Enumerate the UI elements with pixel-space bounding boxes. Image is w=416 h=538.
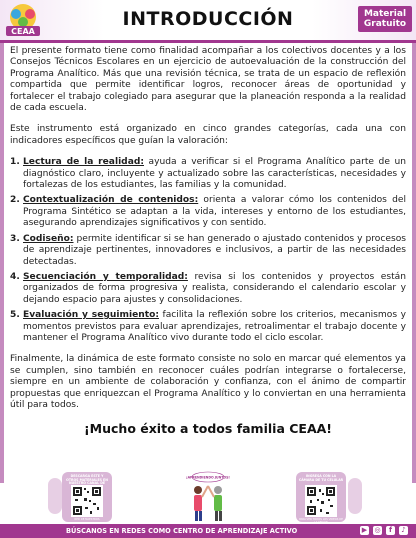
facebook-icon[interactable]: f	[386, 526, 395, 535]
item-number: 1.	[10, 157, 20, 168]
left-border	[0, 43, 4, 483]
item-text: orienta a valorar cómo los contenidos del Programa Sintético se adaptan a la vida, intereses y entorno de los estudiantes, asegurando aprendizajes significativos y con sentido.	[23, 195, 406, 229]
instagram-icon[interactable]: ◎	[374, 526, 381, 534]
item-text: permite identificar si se han generado o ajustado contenidos y procesos de aprendizaje pertinentes, innovadores e inclusivos, a partir de las necesidades detectadas.	[23, 233, 406, 267]
item-number: 3.	[10, 233, 20, 244]
header-rule	[0, 40, 416, 43]
item-text: ayuda a verificar si el Programa Analítico parte de un diagnóstico claro, incluyente y actualizado sobre las características, necesidades y fortalezas de los estudiantes, las familias y la comunidad.	[23, 157, 406, 191]
free-material-badge	[358, 6, 412, 32]
header	[0, 0, 416, 44]
categories-list	[10, 157, 406, 344]
teachers-illustration	[178, 470, 238, 524]
qr-left-bottom: RED DE MAESTROS	[74, 518, 100, 521]
qr-right-caption: INGRESA CON LA CÁMARA DE TU CELULAR	[298, 474, 344, 482]
tiktok-icon[interactable]: ♪	[399, 526, 408, 535]
qr-left-tab	[48, 478, 62, 514]
intro-paragraph: El presente formato tiene como finalidad acompañar a los colectivos docentes y a los Consejos Técnicos Escolares en un ejercicio de autoevaluación de la construcción del Programa Analítico. Más que una revisión técnica, se trata de un espacio de reflexión compartida que permite identificar logros, reconocer áreas de oportunidad y fortalecer el trabajo colegiado para asegurar que la planeación responda a la realidad de cada escuela.	[10, 46, 406, 114]
list-item	[10, 310, 406, 344]
list-item	[10, 157, 406, 191]
qr-code-icon	[71, 485, 103, 517]
page-title: INTRODUCCIÓN	[122, 8, 294, 30]
item-number: 2.	[10, 195, 20, 206]
qr-right-bottom: PARA VER TODOS LOS VIDEOS DE LA SESIÓN	[299, 518, 343, 524]
footer-band	[0, 524, 416, 538]
badge-line-2: Gratuito	[363, 19, 407, 29]
logo-text: CEAA	[11, 27, 35, 36]
right-border	[412, 43, 416, 483]
footer-band-text: BÚSCANOS EN REDES COMO CENTRO DE APRENDIZAJE ACTIVO	[66, 527, 298, 535]
item-text: facilita la reflexión sobre los criterios, mecanismos y momentos previstos para evaluar aprendizajes, retroalimentar el trabajo docente y mantener el Programa Analítico vivo durante todo el ciclo escolar.	[23, 310, 407, 343]
qr-card-left[interactable]	[62, 472, 112, 522]
list-item	[10, 234, 406, 268]
list-item	[10, 272, 406, 306]
closing-message: ¡Mucho éxito a todos familia CEAA!	[83, 421, 332, 437]
final-paragraph: Finalmente, la dinámica de este formato consiste no solo en marcar qué elementos ya se cumplen, sino también en reconocer cuáles podrían integrarse o fortalecerse, siempre en un ambiente de colaboración y confianza, con el ánimo de compartir propuestas que enriquezcan el Programa Analítico y lo conviertan en una herramienta útil para todos.	[10, 354, 406, 410]
badge-line-1: Material	[363, 9, 407, 19]
item-label: Lectura de la realidad:	[23, 157, 144, 168]
content	[10, 46, 406, 435]
illustration-caption: ¡APRENDIENDO JUNTOS!	[186, 475, 230, 480]
categories-intro: Este instrumento está organizado en cinco grandes categorías, cada una con indicadores específicos que guían la valoración:	[10, 124, 406, 146]
qr-left-caption: DESCARGA ESTE Y OTROS MATERIALES EN NUESTRO CANAL DE	[66, 474, 108, 486]
item-label: Contextualización de contenidos:	[23, 195, 199, 206]
list-item	[10, 195, 406, 229]
qr-right-tab	[348, 478, 362, 514]
qr-code-icon	[305, 485, 337, 517]
item-number: 4.	[10, 271, 20, 282]
item-label: Secuenciación y temporalidad:	[23, 271, 188, 282]
item-text: revisa si los contenidos y proyectos están organizados de forma progresiva y realista, considerando el calendario escolar y dejando espacio para ajustes y consolidaciones.	[23, 271, 406, 305]
youtube-icon[interactable]: ▶	[361, 526, 368, 534]
qr-card-right[interactable]	[296, 472, 346, 522]
social-icons	[360, 526, 408, 535]
item-label: Codiseño:	[23, 233, 74, 244]
item-label: Evaluación y seguimiento:	[23, 310, 159, 321]
item-number: 5.	[10, 310, 20, 321]
